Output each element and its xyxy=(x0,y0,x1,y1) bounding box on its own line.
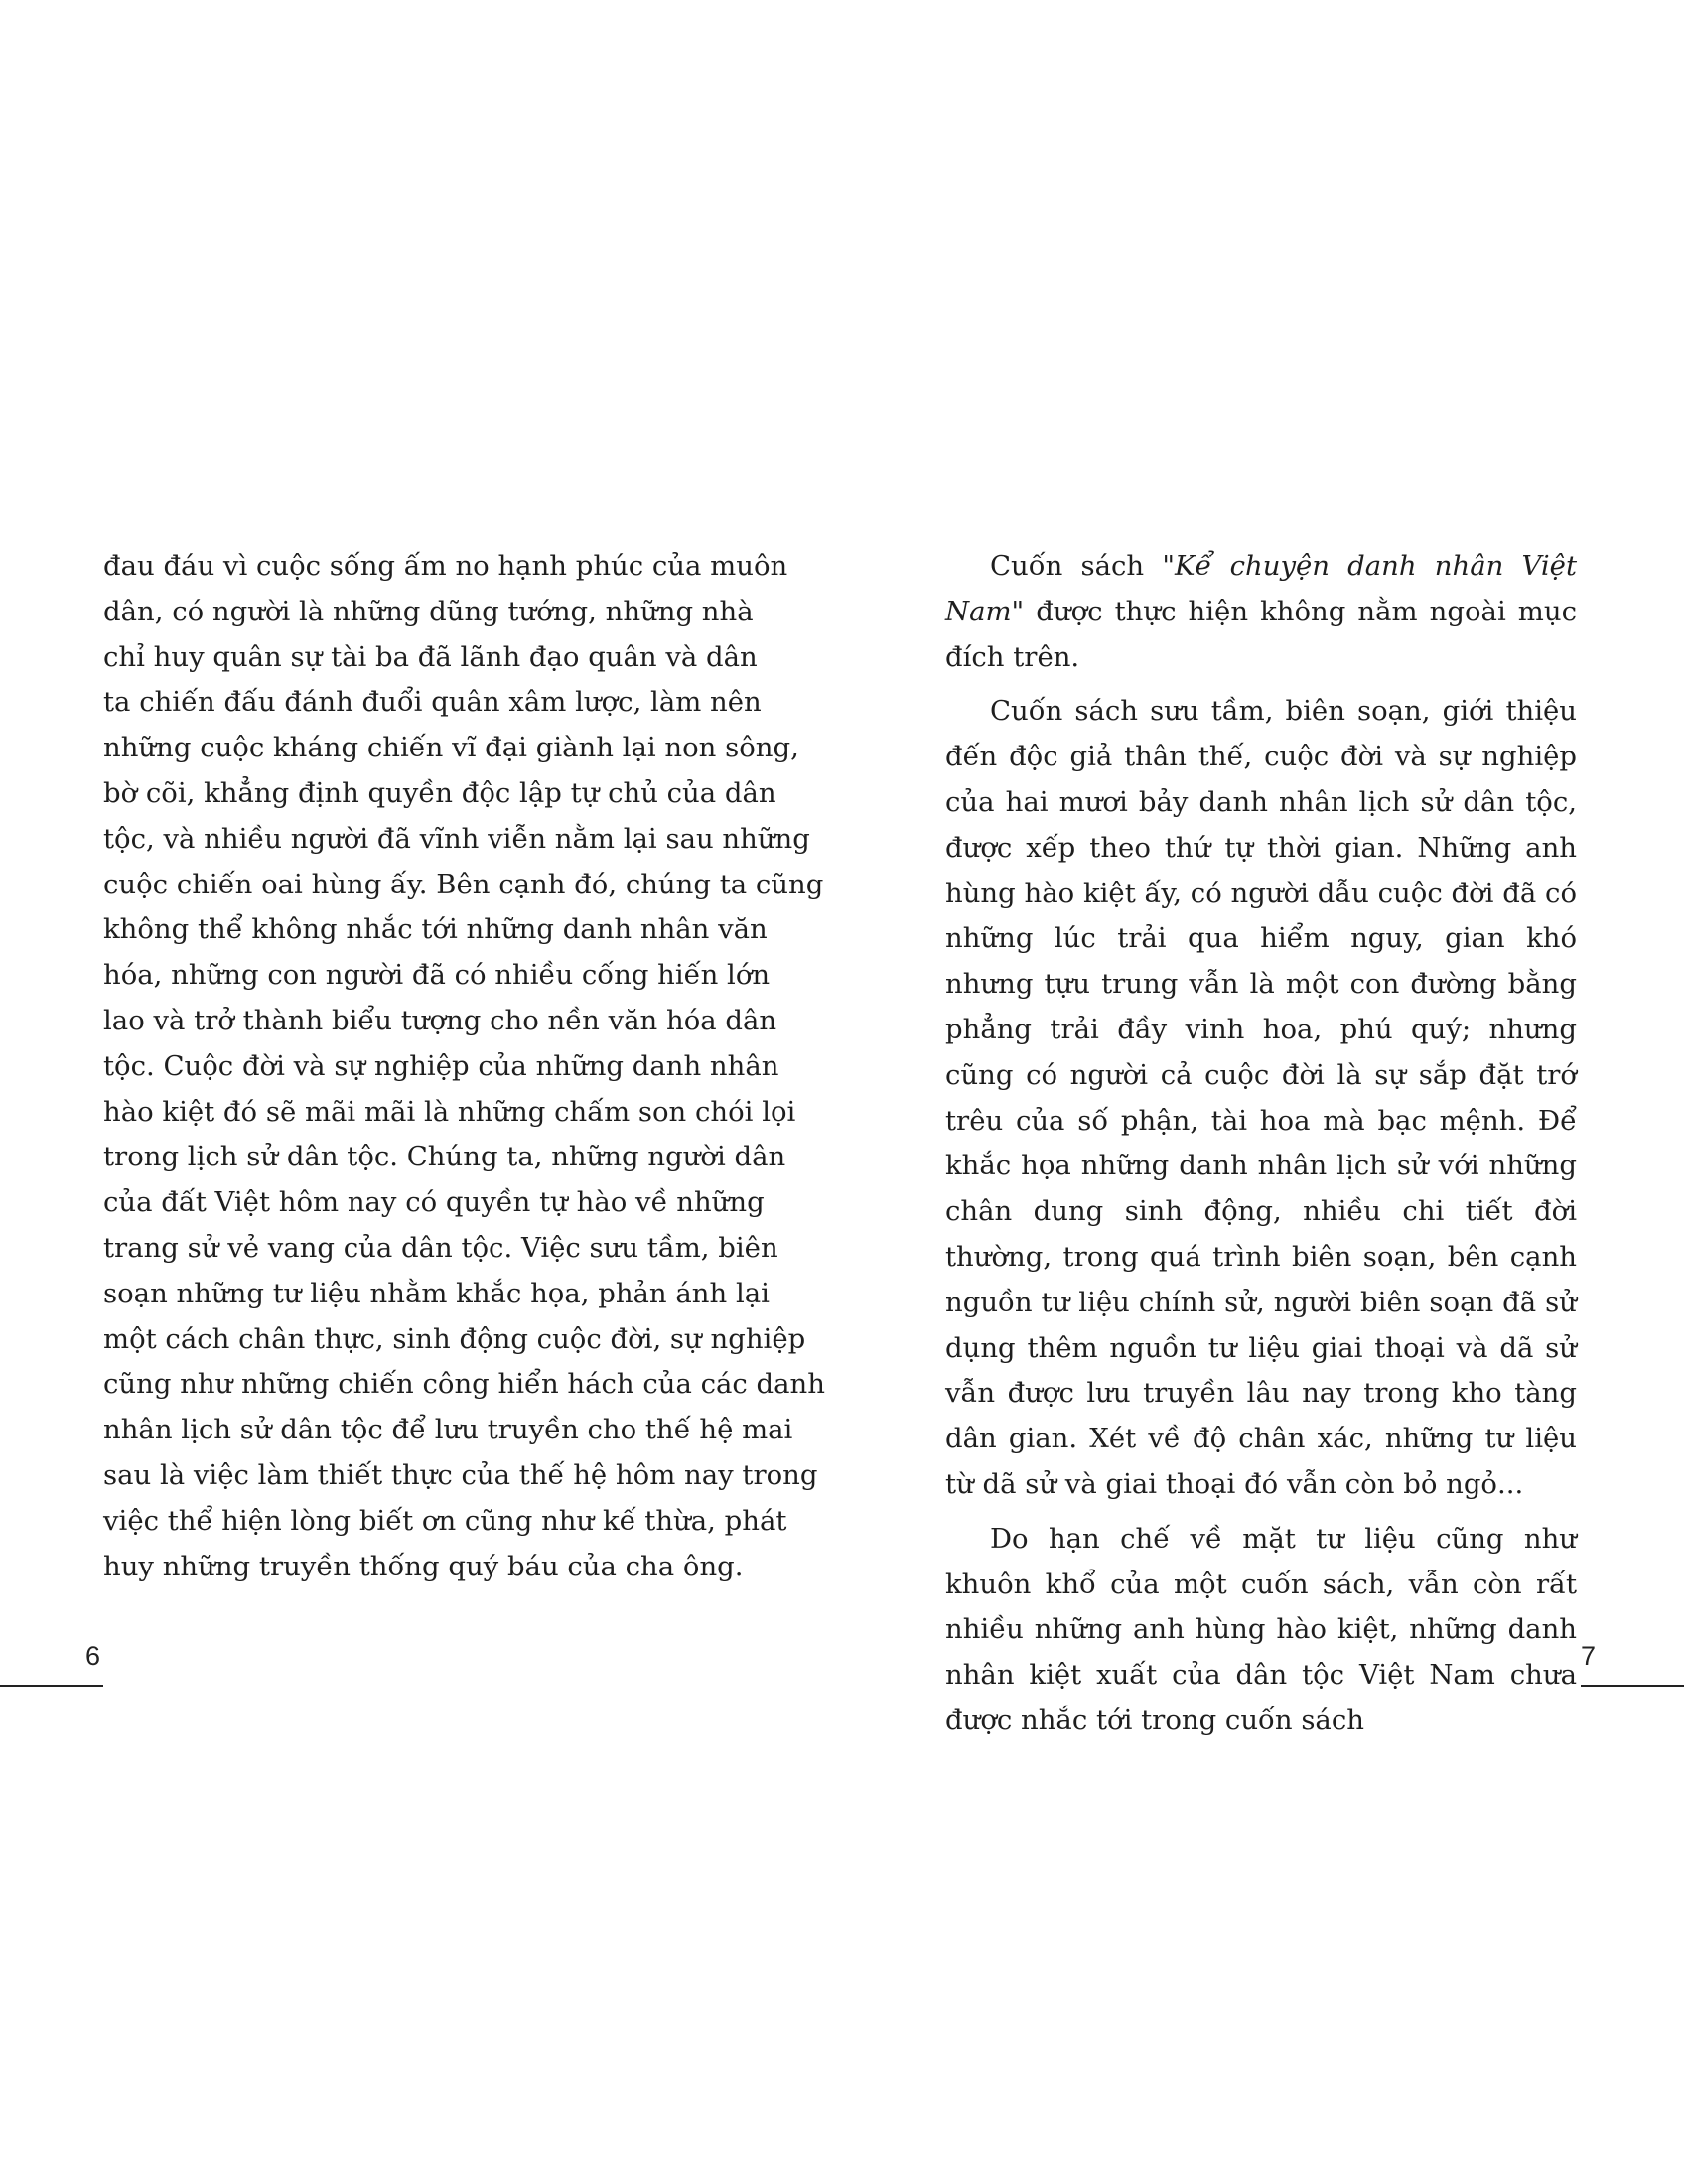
text-line: ta chiến đấu đánh đuổi quân xâm lược, làm nên xyxy=(103,686,762,719)
text-line: sau là việc làm thiết thực của thế hệ hôm nay trong xyxy=(103,1458,818,1491)
paragraph-text: Cuốn sách xyxy=(990,550,1163,582)
text-line: cũng như những chiến công hiển hách của các danh xyxy=(103,1368,825,1401)
text-line: hóa, những con người đã có nhiều cống hiến lớn xyxy=(103,959,771,992)
text-line: trong lịch sử dân tộc. Chúng ta, những người dân xyxy=(103,1141,786,1173)
left-page-text xyxy=(103,544,825,1589)
text-line: việc thể hiện lòng biết ơn cũng như kế thừa, phát xyxy=(103,1504,787,1537)
paragraph: Cuốn sách sưu tầm, biên soạn, giới thiệu đến độc giả thân thế, cuộc đời và sự nghiệp của hai mươi bảy danh nhân lịch sử dân tộc, được xếp theo thứ tự thời gian. Những anh hùng hào kiệt ấy, có người dẫu cuộc đời đã có những lúc trải qua hiểm nguy, gian khó nhưng tựu trung vẫn là một con đường bằng phẳng trải đầy vinh hoa, phú quý; nhưng cũng có người cả cuộc đời là sự sắp đặt trớ trêu của số phận, tài hoa mà bạc mệnh. Để khắc họa những danh nhân lịch sử với những chân dung sinh động, nhiều chi tiết đời thường, trong quá trình biên soạn, bên cạnh nguồn tư liệu chính sử, người biên soạn đã sử dụng thêm nguồn tư liệu giai thoại và dã sử vẫn được lưu truyền lâu nay trong kho tàng dân gian. Xét về độ chân xác, những tư liệu từ dã sử và giai thoại đó vẫn còn bỏ ngỏ... xyxy=(945,695,1577,1500)
paragraph: Do hạn chế về mặt tư liệu cũng như khuôn khổ của một cuốn sách, vẫn còn rất nhiều những anh hùng hào kiệt, những danh nhân kiệt xuất của dân tộc Việt Nam chưa được nhắc tới trong cuốn sách xyxy=(945,1522,1577,1736)
text-line: hào kiệt đó sẽ mãi mãi là những chấm son chói lọi xyxy=(103,1095,796,1128)
right-page-text xyxy=(945,544,1577,1753)
text-line: trang sử vẻ vang của dân tộc. Việc sưu tầm, biên xyxy=(103,1231,778,1264)
paragraph xyxy=(945,544,1577,680)
footer-rule-left xyxy=(0,1685,103,1687)
page-number-right: 7 xyxy=(1581,1641,1597,1671)
text-line: huy những truyền thống quý báu của cha ông. xyxy=(103,1550,744,1582)
text-line: của đất Việt hôm nay có quyền tự hào về những xyxy=(103,1186,765,1219)
text-line: soạn những tư liệu nhằm khắc họa, phản ánh lại xyxy=(103,1277,770,1309)
book-title: "Kể chuyện danh nhân Việt Nam" xyxy=(945,550,1577,627)
text-line: không thể không nhắc tới những danh nhân văn xyxy=(103,913,768,946)
text-line: bờ cõi, khẳng định quyền độc lập tự chủ của dân xyxy=(103,776,776,809)
text-line: tộc, và nhiều người đã vĩnh viễn nằm lại sau những xyxy=(103,822,810,855)
paragraph-text: được thực hiện không nằm ngoài mục đích trên. xyxy=(945,595,1577,673)
text-line: những cuộc kháng chiến vĩ đại giành lại non sông, xyxy=(103,732,799,764)
text-line: lao và trở thành biểu tượng cho nền văn hóa dân xyxy=(103,1004,777,1036)
text-line: nhân lịch sử dân tộc để lưu truyền cho thế hệ mai xyxy=(103,1414,793,1446)
text-line: đau đáu vì cuộc sống ấm no hạnh phúc của muôn xyxy=(103,550,788,582)
text-line: chỉ huy quân sự tài ba đã lãnh đạo quân và dân xyxy=(103,640,758,673)
text-line: tộc. Cuộc đời và sự nghiệp của những danh nhân xyxy=(103,1049,779,1082)
text-line: một cách chân thực, sinh động cuộc đời, sự nghiệp xyxy=(103,1322,806,1355)
footer-rule-right xyxy=(1581,1685,1684,1687)
page-number-left: 6 xyxy=(85,1641,101,1671)
text-line: dân, có người là những dũng tướng, những nhà xyxy=(103,595,754,627)
text-line: cuộc chiến oai hùng ấy. Bên cạnh đó, chúng ta cũng xyxy=(103,868,824,900)
